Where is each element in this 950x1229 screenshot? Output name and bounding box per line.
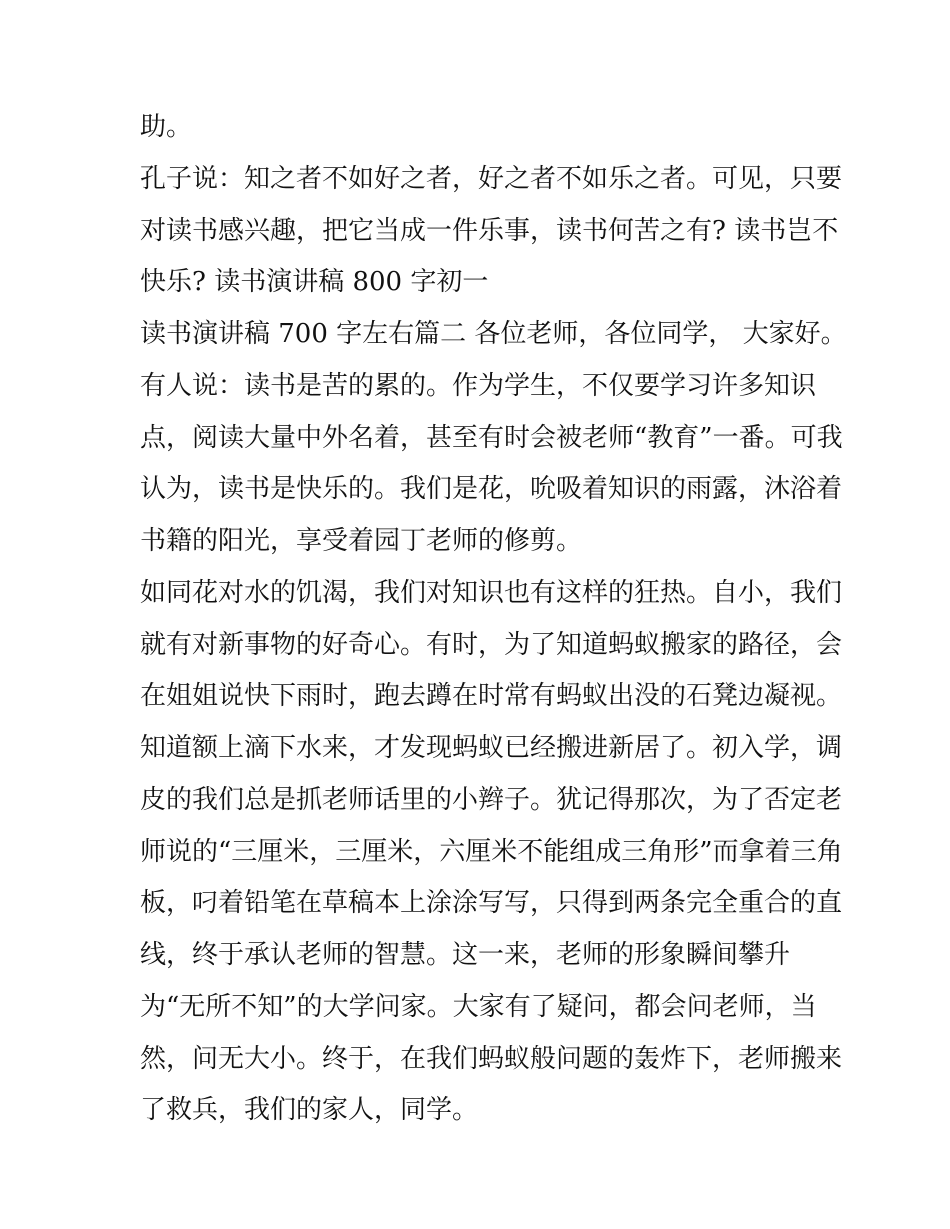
text-line: 在姐姐说快下雨时，跑去蹲在时常有蚂蚁出没的石凳边凝视。 xyxy=(140,681,843,711)
text-line: 然，问无大小。终于，在我们蚂蚁般问题的轰炸下，老师搬来 xyxy=(140,1044,843,1074)
text-line: 孔子说：知之者不如好之者，好之者不如乐之者。可见，只要 xyxy=(140,164,843,194)
text-line: 对读书感兴趣，把它当成一件乐事，读书何苦之有? 读书岂不 xyxy=(140,216,839,246)
text-line: 认为，读书是快乐的。我们是花，吮吸着知识的雨露，沐浴着 xyxy=(140,474,843,504)
text-line: 为“无所不知”的大学问家。大家有了疑问，都会问老师，当 xyxy=(140,992,817,1022)
text-line: 读书演讲稿 700 字左右篇二 各位老师，各位同学， 大家好。 xyxy=(140,319,847,349)
text-line: 助。 xyxy=(140,112,193,142)
text-line: 书籍的阳光，享受着园丁老师的修剪。 xyxy=(140,526,583,556)
text-line: 了救兵，我们的家人，同学。 xyxy=(140,1095,479,1125)
text-line: 知道额上滴下水来，才发现蚂蚁已经搬进新居了。初入学，调 xyxy=(140,733,843,763)
text-line: 快乐? 读书演讲稿 800 字初一 xyxy=(140,267,489,297)
text-line: 师说的“三厘米，三厘米，六厘米不能组成三角形”而拿着三角 xyxy=(140,837,843,867)
text-line: 点，阅读大量中外名着，甚至有时会被老师“教育”一番。可我 xyxy=(140,423,843,453)
text-line: 如同花对水的饥渴，我们对知识也有这样的狂热。自小，我们 xyxy=(140,578,843,608)
text-line: 就有对新事物的好奇心。有时，为了知道蚂蚁搬家的路径，会 xyxy=(140,630,843,660)
text-line: 皮的我们总是抓老师话里的小辫子。犹记得那次，为了否定老 xyxy=(140,785,843,815)
text-line: 有人说：读书是苦的累的。作为学生，不仅要学习许多知识 xyxy=(140,371,817,401)
text-line: 板，叼着铅笔在草稿本上涂涂写写，只得到两条完全重合的直 xyxy=(140,888,843,918)
text-line: 线，终于承认老师的智慧。这一来，老师的形象瞬间攀升 xyxy=(140,940,791,970)
